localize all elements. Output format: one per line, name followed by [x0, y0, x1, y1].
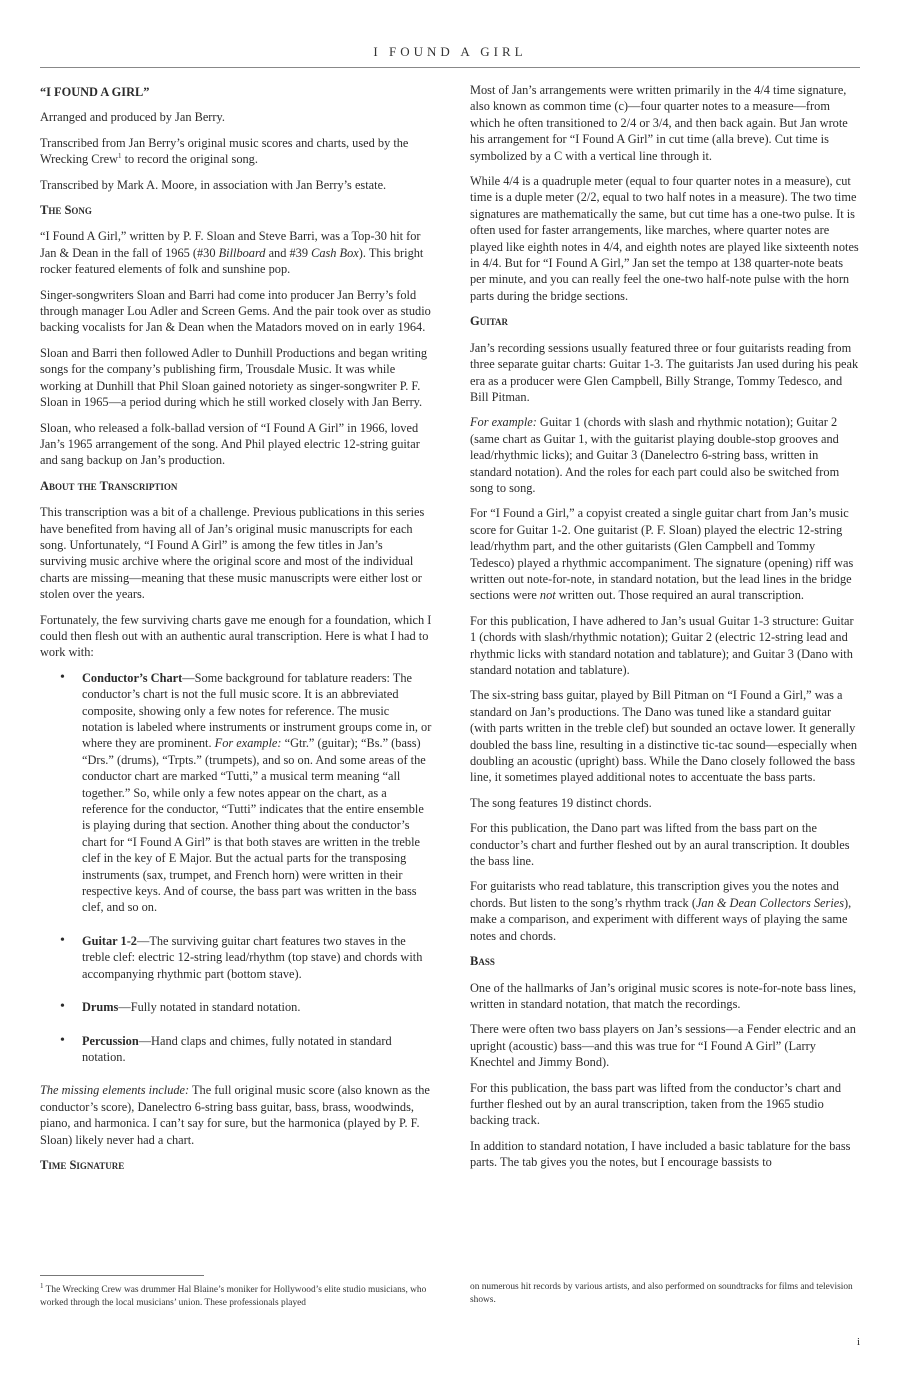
guitar-paragraph: For example: Guitar 1 (chords with slash and rhythmic notation); Guitar 2 (same chart as Guitar 1, with the guitarist playing double-stop grooves and lead/rhythmic licks); and Guitar 3 (Danelectro 6-string bass, written in standard notation). And the roles for each part could also be switched from song to song.: [470, 415, 840, 495]
section-heading-bass: Bass: [470, 954, 495, 969]
list-item: • Percussion—Hand claps and chimes, fully notated in standard notation.: [60, 1032, 392, 1064]
bullet-icon: •: [60, 932, 65, 948]
footnote-left: $^1$ The Wrecking Crew was drummer Hal Blaine’s moniker for Hollywood’s elite studio musicians, who worked through the local musicians’ union. These professionals played: [40, 1281, 427, 1308]
time-paragraph: While 4/4 is a quadruple meter (equal to four quarter notes in a measure), cut time is a duple meter (2/2, equal to two half notes in a measure). The two time signatures are mathematically the same, but cut time has a one-two pulse. It is often used for faster arrangements, like marches, where quarter notes are played like eighth notes in 4/4, and eighth notes are played like sixteenth notes in 4/4. But for “I Found A Girl,” Jan set the tempo at 138 quarter-note beats per minute, and you can really feel the one-two half-note pulse with the horn parts during the bridge sections.: [470, 174, 859, 303]
footnote-right: on numerous hit records by various artists, and also performed on soundtracks for films and television shows.: [470, 1282, 853, 1305]
page-number: i: [856, 1336, 860, 1348]
about-paragraph: Fortunately, the few surviving charts gave me enough for a foundation, which I could then flesh out with an authentic aural transcription. Here is what I had to work with:: [40, 612, 432, 660]
section-heading-time-signature: Time Signature: [40, 1157, 125, 1172]
song-paragraph: “I Found A Girl,” written by P. F. Sloan and Steve Barri, was a Top-30 hit for Jan & Dean in the fall of 1965 (#30 Billboard and #39 Cash Box). This bright rocker featured elements of folk and sunshine pop.: [40, 229, 424, 277]
bullet-icon: •: [60, 1032, 65, 1048]
list-item: • Drums—Fully notated in standard notation.: [60, 999, 301, 1015]
transcribed-from: Transcribed from Jan Berry’s original music scores and charts, used by the Wrecking Crew$^1$ to record the original song.: [40, 135, 409, 167]
guitar-paragraph: The song features 19 distinct chords.: [470, 795, 652, 810]
footnote-ref: 1: [118, 152, 122, 161]
footnote-rule: [40, 1275, 204, 1276]
header-rule: [40, 67, 860, 68]
song-paragraph: Sloan and Barri then followed Adler to Dunhill Productions and began writing songs for the company’s publishing firm, Trousdale Music. It was while working at Dunhill that Phil Sloan gained notoriety as singer-songwriter P. F. Sloan in 1965—a period during which he still worked closely with Jan Berry.: [40, 345, 428, 410]
about-paragraph: This transcription was a bit of a challenge. Previous publications in this series have benefited from having all of Jan’s original music manuscripts for each song. Unfortunately, “I Found A Girl” is among the few titles in Jan’s surviving music archive where the original score and most of the individual charts are missing—meaning that these music manuscripts were either lost or stolen over the years.: [40, 505, 425, 602]
bullet-icon: •: [60, 999, 65, 1015]
section-heading-guitar: Guitar: [470, 314, 509, 329]
section-heading-song: The Song: [40, 203, 92, 218]
credit-line: Arranged and produced by Jan Berry.: [40, 110, 225, 125]
time-paragraph: Most of Jan’s arrangements were written primarily in the 4/4 time signature, also known as common time (c)—four quarter notes to a measure—from which he often transitioned to 2/4 or 3/4, and then back again. But Jan wrote his arrangement for “I Found A Girl” in cut time (alla breve). Cut time is symbolized by a C with a vertical line through it.: [470, 83, 848, 163]
guitar-paragraph: Jan’s recording sessions usually featured three or four guitarists reading from three separate guitar charts: Guitar 1-3. The guitarists Jan used during his peak era as a producer were Glen Campbell, Billy Strange, Tommy Tedesco, and Bill Pitman.: [470, 340, 859, 404]
guitar-paragraph: For guitarists who read tablature, this transcription gives you the notes and chords. But listen to the song’s rhythm track (Jan & Dean Collectors Series), make a comparison, and experiment with different ways of playing the same notes and chords.: [470, 879, 852, 943]
bass-paragraph: In addition to standard notation, I have included a basic tablature for the bass parts. The tab gives you the notes, but I encourage bassists to: [470, 1138, 851, 1170]
missing-elements-paragraph: The missing elements include: The full original music score (also known as the conductor’s score), Danelectro 6-string bass guitar, bass, brass, woodwinds, piano, and harmonica. I can’t say for sure, but the harmonica (played by P. F. Sloan) likely never had a chart.: [40, 1083, 430, 1147]
list-item: • Guitar 1-2—The surviving guitar chart features two staves in the treble clef: electric 12-string lead/rhythm (top stave) and chords with accompanying rhythmic part (bottom stave).: [60, 932, 423, 981]
running-title: I FOUND A GIRL: [373, 44, 527, 59]
guitar-paragraph: The six-string bass guitar, played by Bill Pitman on “I Found a Girl,” was a standard on Jan’s productions. The Dano was tuned like a standard guitar (with parts written in the treble clef) but sounded an octave lower. It generally doubled the bass line, resulting in a distinctive tic-tac sound—especially when doubling an acoustic (upright) bass. While the Dano closely followed the bass line, it sometimes played additional notes to accentuate the bass parts.: [470, 688, 858, 785]
list-item: • Conductor’s Chart—Some background for tablature readers: The conductor’s chart is not the full music score. It is an abbreviated composite, showing only a few notes for reference. The music notation is labeled where instruments or instrument groups come in, or where they are prominent. For example: “Gtr.” (guitar); “Bs.” (bass) “Drs.” (drums), “Trpts.” (trumpets), and so on. And some areas of the conductor chart are marked “Tutti,” a musical term meaning “all together.” So, while only a few notes appear on the chart, as a reference for the conductor, “Tutti” indicates that the entire ensemble is playing during that section. Another thing about the conductor’s chart for “I Found A Girl” is that both staves are written in the treble clef in the key of E Major. But the actual parts for the transposing instruments (sax, trumpet, and French horn) were written in their respective keys. And of course, the bass part was written in the bass clef, and so on.: [60, 669, 432, 915]
materials-list: [40, 670, 432, 1066]
left-column: [40, 82, 432, 1183]
guitar-paragraph: For this publication, I have adhered to Jan’s usual Guitar 1-3 structure: Guitar 1 (chords with slash/rhythmic notation); Guitar 2 (electric 12-string lead and rhythmic licks with standard notation and tablature); and Guitar 3 (Dano with standard notation and tablature).: [470, 613, 854, 677]
guitar-paragraph: For “I Found a Girl,” a copyist created a single guitar chart from Jan’s music score for Guitar 1-2. One guitarist (P. F. Sloan) played the electric 12-string lead/rhythm part, and the other guitarists (Glen Campbell and Tommy Tedesco) played a rhythmic accompaniment. The signature (opening) riff was written out note-for-note, in standard notation, but the lead lines in the bridge sections were not written out. Those required an aural transcription.: [470, 506, 854, 603]
guitar-paragraph: For this publication, the Dano part was lifted from the bass part on the conductor’s chart and further fleshed out by an aural transcription. It doubles the bass line.: [470, 821, 850, 869]
song-paragraph: Singer-songwriters Sloan and Barri had come into producer Jan Berry’s fold through manager Lou Adler and Screen Gems. And the pair took over as studio backing vocalists for Jan & Dean when the Matadors moved on in early 1964.: [40, 287, 431, 335]
transcribed-by: Transcribed by Mark A. Moore, in association with Jan Berry’s estate.: [40, 177, 387, 192]
bass-paragraph: One of the hallmarks of Jan’s original music scores is note-for-note bass lines, written in standard notation, that match the recordings.: [470, 980, 857, 1011]
song-title: “I FOUND A GIRL”: [40, 85, 150, 99]
right-column: [470, 82, 860, 1180]
section-heading-about: About the Transcription: [40, 478, 178, 493]
bass-paragraph: There were often two bass players on Jan’s sessions—a Fender electric and an upright (acoustic) bass—and this was true for “I Found A Girl” (Larry Knechtel and Jimmy Bond).: [470, 1022, 856, 1070]
bass-paragraph: For this publication, the bass part was lifted from the conductor’s chart and further fleshed out by an aural transcription, taken from the 1965 studio backing track.: [470, 1080, 842, 1128]
song-paragraph: Sloan, who released a folk-ballad version of “I Found A Girl” in 1966, loved Jan’s 1965 arrangement of the song. And Phil played electric 12-string guitar and sang backup on Jan’s production.: [40, 420, 420, 468]
bullet-icon: •: [60, 669, 65, 685]
